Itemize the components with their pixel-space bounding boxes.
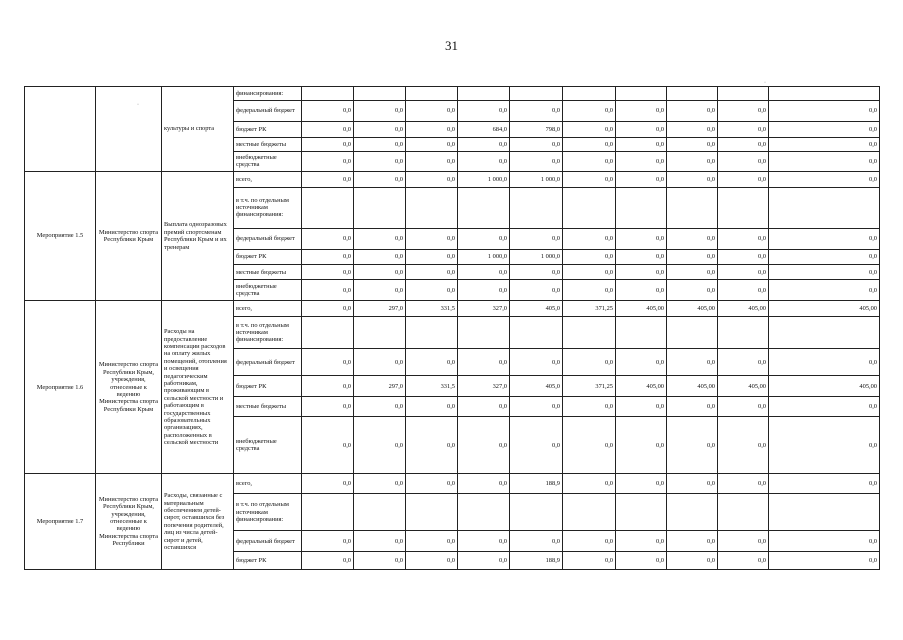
value-cell: 0,0 <box>718 228 769 249</box>
value-cell: 0,0 <box>769 228 880 249</box>
value-cell: 0,0 <box>616 228 667 249</box>
value-cell <box>510 317 563 349</box>
funding-source-cell: всего, <box>234 171 302 187</box>
value-cell: 0,0 <box>354 397 406 417</box>
value-cell: 0,0 <box>406 171 458 187</box>
value-cell: 0,0 <box>406 249 458 265</box>
value-cell: 0,0 <box>302 397 354 417</box>
value-cell: 0,0 <box>667 228 718 249</box>
value-cell <box>718 187 769 228</box>
value-cell: 0,0 <box>616 531 667 552</box>
value-cell: 0,0 <box>302 349 354 376</box>
description-cell: Расходы, связанные с материальным обеспечением детей-сирот, оставшихся без попечения родителей, лиц из числа детей-сирот и детей, оставшихся <box>162 474 234 570</box>
value-cell <box>302 87 354 101</box>
value-cell: 0,0 <box>616 417 667 474</box>
executor-cell: Министерство спорта Республики Крым <box>96 171 162 301</box>
value-cell: 0,0 <box>302 531 354 552</box>
value-cell: 684,0 <box>458 122 510 138</box>
value-cell: 0,0 <box>718 265 769 280</box>
value-cell <box>406 187 458 228</box>
value-cell: 0,0 <box>667 101 718 122</box>
value-cell: 0,0 <box>563 397 616 417</box>
table-row <box>25 171 880 187</box>
value-cell: 0,0 <box>302 137 354 151</box>
value-cell <box>354 87 406 101</box>
financing-table <box>24 86 880 570</box>
value-cell: 0,0 <box>769 474 880 494</box>
value-cell: 0,0 <box>616 151 667 171</box>
value-cell: 1 000,0 <box>510 249 563 265</box>
value-cell: 0,0 <box>354 151 406 171</box>
scan-dot: · <box>137 102 139 108</box>
value-cell: 0,0 <box>354 249 406 265</box>
value-cell <box>563 317 616 349</box>
funding-source-cell: всего, <box>234 301 302 317</box>
value-cell: 0,0 <box>667 552 718 570</box>
value-cell: 0,0 <box>563 249 616 265</box>
value-cell: 0,0 <box>510 397 563 417</box>
value-cell <box>354 317 406 349</box>
funding-source-cell: в т.ч. по отдельным источникам финансирования: <box>234 317 302 349</box>
value-cell: 0,0 <box>718 397 769 417</box>
value-cell: 405,0 <box>510 376 563 397</box>
value-cell: 0,0 <box>563 417 616 474</box>
table-row <box>25 301 880 317</box>
value-cell: 0,0 <box>563 137 616 151</box>
funding-source-cell: внебюджетные средства <box>234 151 302 171</box>
value-cell: 0,0 <box>354 171 406 187</box>
value-cell <box>769 317 880 349</box>
value-cell: 0,0 <box>769 249 880 265</box>
funding-source-cell: бюджет РК <box>234 552 302 570</box>
value-cell: 0,0 <box>616 137 667 151</box>
funding-source-cell: бюджет РК <box>234 249 302 265</box>
value-cell: 0,0 <box>406 265 458 280</box>
value-cell: 0,0 <box>354 531 406 552</box>
value-cell: 0,0 <box>718 137 769 151</box>
table-row <box>25 474 880 494</box>
value-cell: 0,0 <box>563 552 616 570</box>
value-cell: 0,0 <box>667 349 718 376</box>
value-cell: 0,0 <box>667 474 718 494</box>
value-cell: 0,0 <box>769 417 880 474</box>
value-cell <box>406 317 458 349</box>
value-cell <box>458 494 510 531</box>
value-cell: 0,0 <box>406 151 458 171</box>
value-cell: 0,0 <box>563 280 616 301</box>
value-cell: 0,0 <box>563 349 616 376</box>
table-row <box>25 87 880 101</box>
value-cell <box>616 494 667 531</box>
value-cell <box>510 187 563 228</box>
value-cell: 0,0 <box>302 171 354 187</box>
value-cell <box>616 187 667 228</box>
value-cell: 0,0 <box>769 349 880 376</box>
value-cell: 405,00 <box>718 301 769 317</box>
value-cell: 0,0 <box>458 280 510 301</box>
value-cell: 0,0 <box>769 552 880 570</box>
value-cell: 0,0 <box>616 122 667 138</box>
value-cell: 0,0 <box>563 531 616 552</box>
value-cell: 405,00 <box>718 376 769 397</box>
value-cell <box>667 494 718 531</box>
page-number: 31 <box>445 38 458 53</box>
value-cell <box>458 87 510 101</box>
value-cell: 0,0 <box>302 151 354 171</box>
value-cell: 0,0 <box>458 137 510 151</box>
value-cell <box>302 187 354 228</box>
funding-source-cell: в т.ч. по отдельным источникам финансирования: <box>234 187 302 228</box>
value-cell: 0,0 <box>406 397 458 417</box>
value-cell: 0,0 <box>718 349 769 376</box>
value-cell <box>769 187 880 228</box>
value-cell <box>667 317 718 349</box>
value-cell <box>510 87 563 101</box>
value-cell <box>510 494 563 531</box>
value-cell: 0,0 <box>718 552 769 570</box>
value-cell: 0,0 <box>302 552 354 570</box>
value-cell: 0,0 <box>563 171 616 187</box>
value-cell <box>667 87 718 101</box>
event-cell: Мероприятие 1.6 <box>25 301 96 474</box>
value-cell: 0,0 <box>510 228 563 249</box>
value-cell: 0,0 <box>718 151 769 171</box>
funding-source-cell: федеральный бюджет <box>234 531 302 552</box>
value-cell: 371,25 <box>563 376 616 397</box>
value-cell: 405,00 <box>616 301 667 317</box>
value-cell <box>563 187 616 228</box>
funding-source-cell: федеральный бюджет <box>234 228 302 249</box>
value-cell: 0,0 <box>769 171 880 187</box>
value-cell <box>458 317 510 349</box>
value-cell: 0,0 <box>302 249 354 265</box>
value-cell <box>769 87 880 101</box>
funding-source-cell: финансирования: <box>234 87 302 101</box>
value-cell: 0,0 <box>616 552 667 570</box>
value-cell: 0,0 <box>354 265 406 280</box>
funding-source-cell: всего, <box>234 474 302 494</box>
value-cell: 0,0 <box>616 397 667 417</box>
value-cell: 0,0 <box>458 397 510 417</box>
value-cell: 0,0 <box>563 474 616 494</box>
value-cell: 0,0 <box>616 474 667 494</box>
value-cell: 0,0 <box>718 122 769 138</box>
value-cell: 0,0 <box>302 474 354 494</box>
value-cell: 0,0 <box>616 101 667 122</box>
value-cell: 0,0 <box>563 122 616 138</box>
value-cell: 371,25 <box>563 301 616 317</box>
value-cell: 327,0 <box>458 301 510 317</box>
value-cell: 0,0 <box>616 265 667 280</box>
value-cell: 0,0 <box>510 137 563 151</box>
value-cell: 0,0 <box>406 280 458 301</box>
value-cell: 1 000,0 <box>458 171 510 187</box>
value-cell: 188,9 <box>510 474 563 494</box>
value-cell <box>616 317 667 349</box>
value-cell <box>302 494 354 531</box>
value-cell: 331,5 <box>406 376 458 397</box>
value-cell: 0,0 <box>302 280 354 301</box>
value-cell <box>563 87 616 101</box>
value-cell: 0,0 <box>302 417 354 474</box>
funding-source-cell: местные бюджеты <box>234 265 302 280</box>
value-cell <box>458 187 510 228</box>
value-cell: 0,0 <box>563 265 616 280</box>
value-cell: 0,0 <box>406 349 458 376</box>
executor-cell <box>96 87 162 172</box>
value-cell: 0,0 <box>616 280 667 301</box>
value-cell: 0,0 <box>769 101 880 122</box>
value-cell: 0,0 <box>458 228 510 249</box>
value-cell: 405,00 <box>769 301 880 317</box>
value-cell: 0,0 <box>406 474 458 494</box>
value-cell <box>354 187 406 228</box>
description-cell: Выплата однозразовых премий спортсменам Республики Крым и их тренерам <box>162 171 234 301</box>
value-cell: 0,0 <box>458 474 510 494</box>
value-cell: 405,00 <box>769 376 880 397</box>
value-cell: 0,0 <box>616 171 667 187</box>
value-cell: 0,0 <box>406 417 458 474</box>
value-cell: 0,0 <box>406 137 458 151</box>
value-cell: 0,0 <box>354 552 406 570</box>
value-cell <box>718 494 769 531</box>
value-cell: 0,0 <box>302 228 354 249</box>
value-cell: 0,0 <box>510 101 563 122</box>
value-cell: 405,00 <box>667 376 718 397</box>
value-cell: 0,0 <box>302 376 354 397</box>
value-cell: 0,0 <box>458 151 510 171</box>
value-cell: 405,0 <box>510 301 563 317</box>
value-cell: 0,0 <box>667 397 718 417</box>
value-cell: 1 000,0 <box>510 171 563 187</box>
value-cell: 0,0 <box>718 417 769 474</box>
value-cell: 331,5 <box>406 301 458 317</box>
value-cell: 0,0 <box>354 137 406 151</box>
funding-source-cell: бюджет РК <box>234 122 302 138</box>
value-cell: 0,0 <box>354 280 406 301</box>
value-cell: 0,0 <box>510 265 563 280</box>
executor-cell: Министерство спорта Республики Крым, учреждения, отнесенные к ведению Министерства спорта Республики Крым <box>96 301 162 474</box>
value-cell: 0,0 <box>769 122 880 138</box>
value-cell: 0,0 <box>406 122 458 138</box>
value-cell: 0,0 <box>458 552 510 570</box>
value-cell <box>769 494 880 531</box>
value-cell: 0,0 <box>302 265 354 280</box>
value-cell: 0,0 <box>302 301 354 317</box>
value-cell: 0,0 <box>769 280 880 301</box>
funding-source-cell: местные бюджеты <box>234 397 302 417</box>
value-cell <box>406 87 458 101</box>
value-cell: 297,0 <box>354 376 406 397</box>
value-cell: 0,0 <box>510 349 563 376</box>
value-cell <box>354 494 406 531</box>
scan-dot: · <box>764 80 766 86</box>
value-cell: 405,00 <box>616 376 667 397</box>
value-cell: 0,0 <box>667 122 718 138</box>
value-cell: 0,0 <box>354 474 406 494</box>
event-cell: Мероприятие 1.5 <box>25 171 96 301</box>
value-cell: 0,0 <box>718 280 769 301</box>
value-cell: 0,0 <box>458 101 510 122</box>
value-cell: 0,0 <box>406 531 458 552</box>
value-cell: 0,0 <box>458 349 510 376</box>
funding-source-cell: федеральный бюджет <box>234 101 302 122</box>
value-cell: 0,0 <box>354 122 406 138</box>
value-cell: 0,0 <box>563 101 616 122</box>
value-cell: 0,0 <box>667 137 718 151</box>
value-cell: 0,0 <box>354 228 406 249</box>
value-cell <box>563 494 616 531</box>
funding-source-cell: местные бюджеты <box>234 137 302 151</box>
value-cell: 0,0 <box>354 417 406 474</box>
executor-cell: Министерство спорта Республики Крым, учреждения, отнесенные к ведению Министерства спорта Республики <box>96 474 162 570</box>
value-cell: 0,0 <box>718 171 769 187</box>
value-cell: 0,0 <box>667 249 718 265</box>
value-cell: 0,0 <box>354 349 406 376</box>
event-cell: Мероприятие 1.7 <box>25 474 96 570</box>
value-cell: 798,0 <box>510 122 563 138</box>
value-cell: 0,0 <box>667 171 718 187</box>
value-cell: 0,0 <box>510 280 563 301</box>
value-cell: 0,0 <box>667 265 718 280</box>
description-cell: культуры и спорта <box>162 87 234 172</box>
funding-source-cell: федеральный бюджет <box>234 349 302 376</box>
value-cell: 0,0 <box>718 531 769 552</box>
value-cell: 0,0 <box>563 151 616 171</box>
value-cell: 0,0 <box>718 101 769 122</box>
funding-source-cell: внебюджетные средства <box>234 280 302 301</box>
value-cell: 297,0 <box>354 301 406 317</box>
event-cell <box>25 87 96 172</box>
value-cell: 0,0 <box>302 101 354 122</box>
funding-source-cell: внебюджетные средства <box>234 417 302 474</box>
value-cell: 0,0 <box>406 228 458 249</box>
funding-source-cell: в т.ч. по отдельным источникам финансирования: <box>234 494 302 531</box>
value-cell: 405,00 <box>667 301 718 317</box>
value-cell: 0,0 <box>563 228 616 249</box>
description-cell: Расходы на предоставление компенсации расходов на оплату жилых помещений, отопления и освещения педагогическим работникам, проживающим в сельской местности и работающим в государственных образовательных организациях, расположенных в сельской местности <box>162 301 234 474</box>
value-cell: 0,0 <box>406 552 458 570</box>
value-cell: 0,0 <box>510 531 563 552</box>
value-cell: 0,0 <box>616 249 667 265</box>
value-cell <box>667 187 718 228</box>
value-cell <box>718 87 769 101</box>
value-cell: 0,0 <box>458 265 510 280</box>
value-cell: 0,0 <box>769 265 880 280</box>
value-cell: 0,0 <box>667 280 718 301</box>
value-cell: 0,0 <box>510 417 563 474</box>
value-cell: 0,0 <box>510 151 563 171</box>
value-cell: 0,0 <box>769 397 880 417</box>
value-cell: 0,0 <box>406 101 458 122</box>
value-cell: 0,0 <box>458 417 510 474</box>
value-cell: 0,0 <box>667 531 718 552</box>
value-cell <box>302 317 354 349</box>
value-cell: 1 000,0 <box>458 249 510 265</box>
value-cell <box>616 87 667 101</box>
value-cell: 0,0 <box>302 122 354 138</box>
value-cell: 0,0 <box>769 151 880 171</box>
funding-source-cell: бюджет РК <box>234 376 302 397</box>
value-cell <box>406 494 458 531</box>
value-cell: 0,0 <box>718 249 769 265</box>
value-cell: 0,0 <box>667 151 718 171</box>
value-cell: 0,0 <box>769 531 880 552</box>
value-cell: 0,0 <box>667 417 718 474</box>
value-cell: 0,0 <box>718 474 769 494</box>
value-cell: 0,0 <box>354 101 406 122</box>
value-cell: 0,0 <box>616 349 667 376</box>
value-cell <box>718 317 769 349</box>
value-cell: 327,0 <box>458 376 510 397</box>
value-cell: 0,0 <box>458 531 510 552</box>
value-cell: 0,0 <box>769 137 880 151</box>
value-cell: 188,9 <box>510 552 563 570</box>
